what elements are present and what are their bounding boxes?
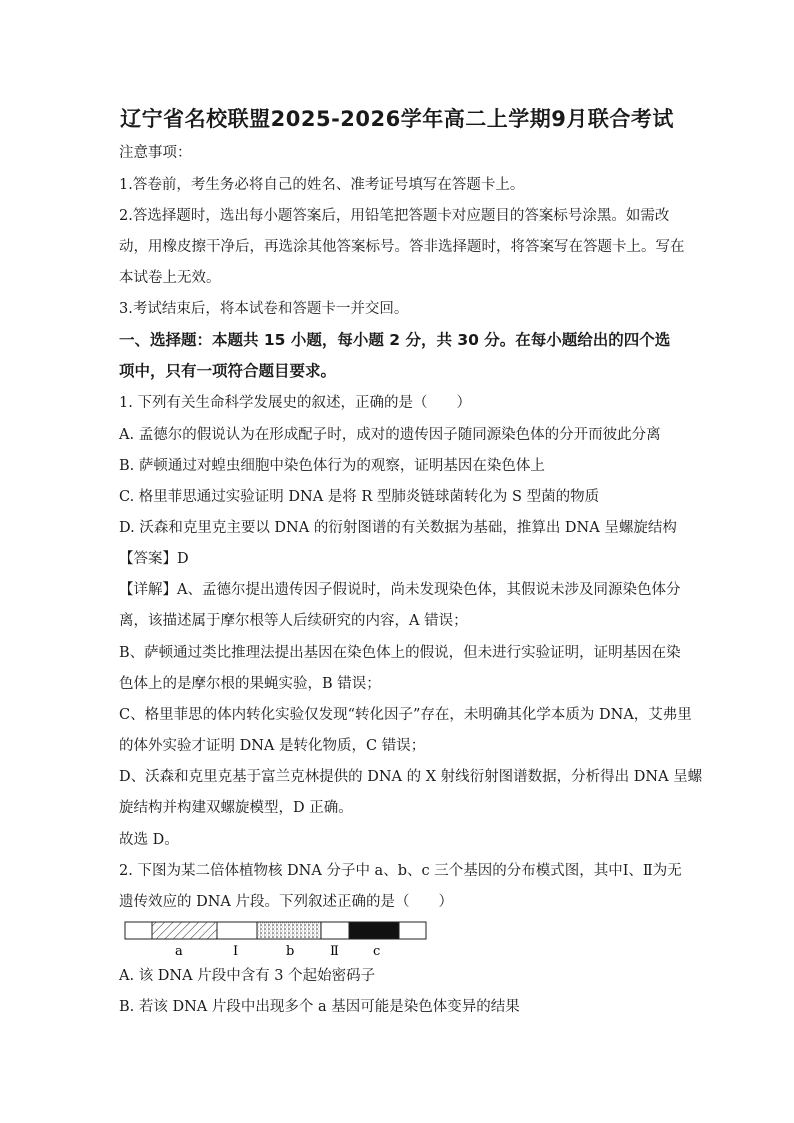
notice-heading: 注意事项： [119, 145, 192, 161]
section-heading-cont: 项中，只有一项符合题目要求。 [119, 362, 337, 380]
question-2-stem-cont: 遗传效应的 DNA 片段。下列叙述正确的是（ ） [119, 894, 454, 910]
label-i: Ⅰ [233, 944, 239, 959]
question-1-conclusion: 故选 D。 [119, 832, 179, 848]
label-c: c [373, 944, 381, 959]
question-1-answer: 【答案】D [119, 551, 189, 567]
question-1-detail: 旋结构并构建双螺旋模型，D 正确。 [119, 800, 353, 816]
segment-ii [321, 922, 349, 939]
section-heading: 一、选择题：本题共 15 小题，每小题 2 分，共 30 分。在每小题给出的四个选 [119, 331, 671, 349]
question-1-option-a: A. 孟德尔的假说认为在形成配子时，成对的遗传因子随同源染色体的分开而彼此分离 [119, 427, 661, 443]
dna-segment-diagram [124, 920, 434, 960]
question-2-option-a: A. 该 DNA 片段中含有 3 个起始密码子 [119, 968, 376, 984]
notice-item: 3.考试结束后，将本试卷和答题卡一并交回。 [119, 301, 409, 317]
segment-i [217, 922, 257, 939]
question-1-detail: C、格里菲思的体内转化实验仅发现“转化因子”存在，未明确其化学本质为 DNA，艾弗里 [119, 707, 692, 723]
notice-item: 1.答卷前，考生务必将自己的姓名、准考证号填写在答题卡上。 [119, 177, 525, 193]
label-b: b [286, 944, 295, 959]
question-1-detail: 离，该描述属于摩尔根等人后续研究的内容，A 错误； [119, 613, 468, 629]
label-ii: Ⅱ [330, 944, 339, 959]
gene-a-segment [152, 922, 217, 939]
gene-c-segment [349, 922, 399, 939]
question-1-stem: 1. 下列有关生命科学发展史的叙述，正确的是（ ） [119, 395, 471, 411]
question-1-detail: 色体上的是摩尔根的果蝇实验，B 错误； [119, 676, 381, 692]
page-title: 辽宁省名校联盟2025-2026学年高二上学期9月联合考试 [120, 107, 674, 131]
question-1-detail: 【详解】A、孟德尔提出遗传因子假说时，尚未发现染色体，其假说未涉及同源染色体分 [119, 582, 681, 598]
notice-item: 动，用橡皮擦干净后，再选涂其他答案标号。答非选择题时，将答案写在答题卡上。写在 [119, 239, 685, 255]
question-1-option-b: B. 萨顿通过对蝗虫细胞中染色体行为的观察，证明基因在染色体上 [119, 458, 545, 474]
question-1-detail: D、沃森和克里克基于富兰克林提供的 DNA 的 X 射线衍射图谱数据，分析得出 DNA 呈螺 [119, 769, 703, 785]
notice-item: 本试卷上无效。 [119, 270, 221, 286]
question-1-option-d: D. 沃森和克里克主要以 DNA 的衍射图谱的有关数据为基础，推算出 DNA 呈螺旋结构 [119, 520, 677, 536]
question-1-option-c: C. 格里菲思通过实验证明 DNA 是将 R 型肺炎链球菌转化为 S 型菌的物质 [119, 489, 600, 505]
spacer-segment [399, 922, 426, 939]
question-1-detail: B、萨顿通过类比推理法提出基因在染色体上的假说，但未进行实验证明，证明基因在染 [119, 645, 681, 661]
question-2-stem: 2. 下图为某二倍体植物核 DNA 分子中 a、b、c 三个基因的分布模式图，其中Ⅰ、Ⅱ为无 [119, 863, 682, 879]
question-1-detail: 的体外实验才证明 DNA 是转化物质，C 错误； [119, 738, 426, 754]
question-2-option-b: B. 若该 DNA 片段中出现多个 a 基因可能是染色体变异的结果 [119, 999, 520, 1015]
gene-b-segment [257, 922, 321, 939]
spacer-segment [125, 922, 152, 939]
label-a: a [175, 944, 183, 959]
notice-item: 2.答选择题时，选出每小题答案后，用铅笔把答题卡对应题目的答案标号涂黑。如需改 [119, 208, 670, 224]
